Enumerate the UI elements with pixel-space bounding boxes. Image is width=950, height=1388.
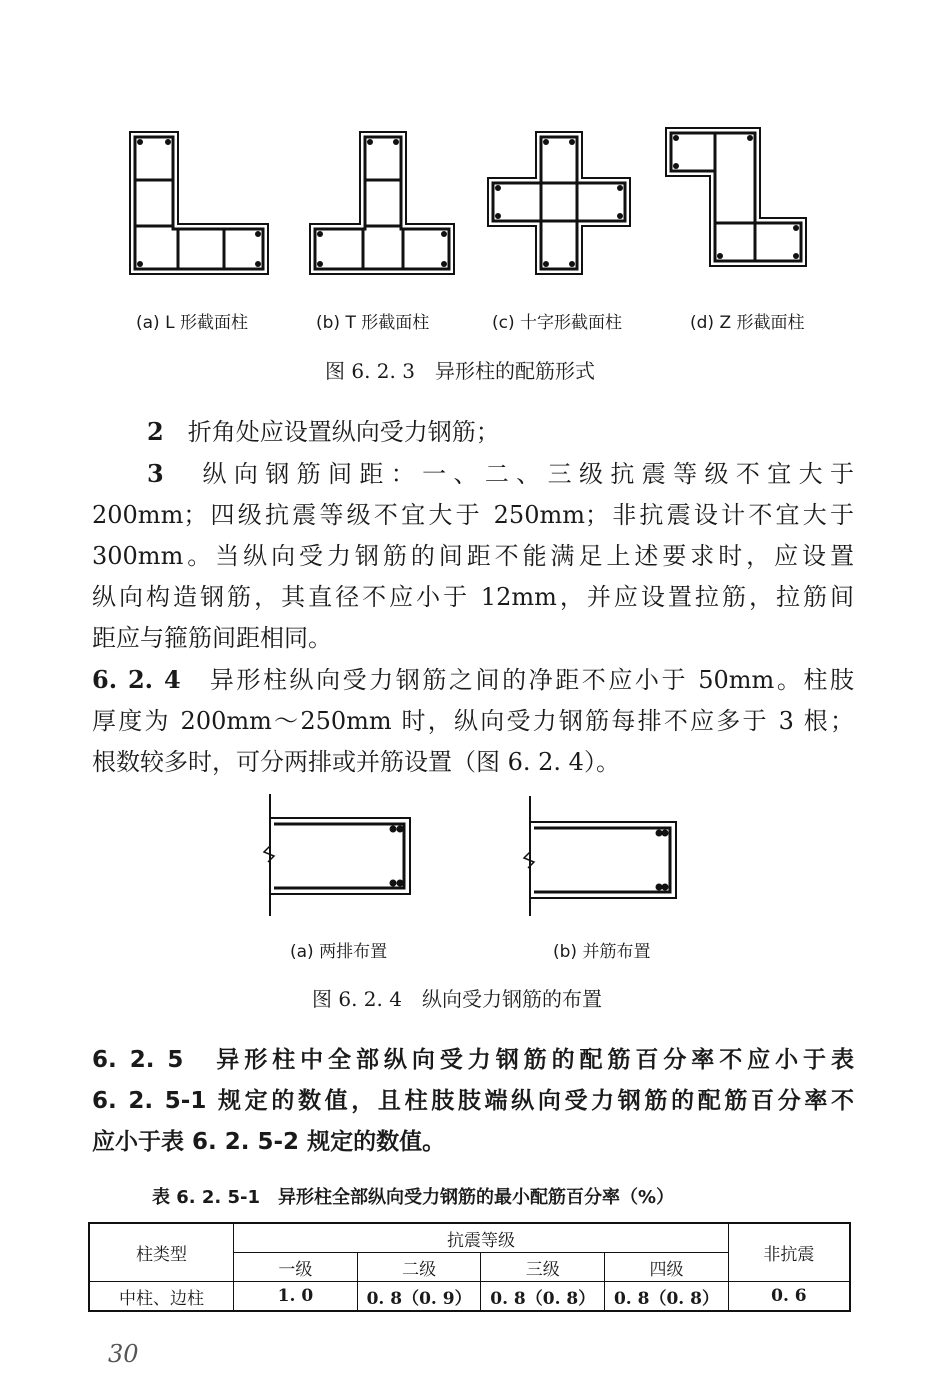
clause-3-line-1: [92, 453, 854, 495]
clause-2-text: 折角处应设置纵向受力钢筋；: [187, 418, 500, 446]
caption-z-section: (d) Z 形截面柱: [690, 313, 805, 333]
clause-3-text-1: 纵向钢筋间距：一、二、三级抗震等级不宜大于: [202, 460, 855, 488]
z-section-column-drawing: [666, 128, 806, 266]
figure-6-2-3-drawing: [120, 120, 840, 290]
section-6-2-4-text-1: 异形柱纵向受力钢筋之间的净距不应小于 50mm。柱肢: [209, 666, 855, 694]
section-6-2-5-line-3: 应小于表 6. 2. 5-2 规定的数值。: [92, 1129, 446, 1155]
table-row: [89, 1282, 850, 1312]
header-grade-1: 一级: [234, 1253, 358, 1282]
caption-cross-section: (c) 十字形截面柱: [492, 313, 623, 333]
header-grade-3: 三级: [481, 1253, 605, 1282]
cell-grade-1: 1. 0: [234, 1282, 358, 1312]
clause-3-line-4: 纵向构造钢筋，其直径不应小于 12mm，并应设置拉筋，拉筋间: [92, 583, 854, 611]
clause-3-line-5: 距应与箍筋间距相同。: [92, 624, 332, 652]
clause-2: [92, 411, 854, 453]
caption-bundled: (b) 并筋布置: [553, 942, 651, 962]
l-section-column-drawing: [130, 132, 268, 274]
page-number: 30: [108, 1340, 139, 1368]
header-grade-2: 二级: [357, 1253, 481, 1282]
table-header-row-1: [89, 1223, 850, 1253]
section-6-2-4-line-2: 厚度为 200mm～250mm 时，纵向受力钢筋每排不应多于 3 根；: [92, 707, 854, 735]
figure-6-2-4-title: 图 6. 2. 4 纵向受力钢筋的布置: [312, 987, 602, 1011]
clause-3-line-2: 200mm；四级抗震等级不宜大于 250mm；非抗震设计不宜大于: [92, 501, 854, 529]
cell-grade-3: 0. 8（0. 8）: [481, 1282, 605, 1312]
clause-2-number: 2: [147, 417, 164, 446]
cell-non-seismic: 0. 6: [728, 1282, 850, 1312]
cell-grade-4: 0. 8（0. 8）: [605, 1282, 729, 1312]
section-6-2-4-number: 6. 2. 4: [92, 665, 181, 694]
section-6-2-4-line-1: [92, 659, 854, 701]
two-row-arrangement-drawing: [264, 794, 410, 916]
header-seismic-grade: 抗震等级: [234, 1223, 729, 1253]
header-non-seismic: 非抗震: [728, 1223, 850, 1282]
bundled-bar-arrangement-drawing: [524, 796, 676, 916]
row-label: 中柱、边柱: [89, 1282, 234, 1312]
header-column-type: 柱类型: [89, 1223, 234, 1282]
header-grade-4: 四级: [605, 1253, 729, 1282]
table-6-2-5-1: [88, 1222, 851, 1312]
clause-3-number: 3: [147, 459, 164, 488]
caption-t-section: (b) T 形截面柱: [316, 313, 430, 333]
section-6-2-4-line-3: 根数较多时，可分两排或并筋设置（图 6. 2. 4）。: [92, 748, 620, 776]
section-6-2-5-line-1: 6. 2. 5 异形柱中全部纵向受力钢筋的配筋百分率不应小于表: [92, 1047, 854, 1073]
figure-6-2-3-title: 图 6. 2. 3 异形柱的配筋形式: [325, 359, 595, 383]
section-6-2-5-line-2: 6. 2. 5-1 规定的数值，且柱肢肢端纵向受力钢筋的配筋百分率不: [92, 1088, 854, 1114]
clause-3-line-3: 300mm。当纵向受力钢筋的间距不能满足上述要求时，应设置: [92, 542, 854, 570]
caption-two-row: (a) 两排布置: [290, 942, 388, 962]
caption-l-section: (a) L 形截面柱: [136, 313, 248, 333]
cross-section-column-drawing: [488, 132, 630, 274]
figure-6-2-4-drawing: [260, 790, 700, 920]
table-6-2-5-1-title: 表 6. 2. 5-1 异形柱全部纵向受力钢筋的最小配筋百分率（%）: [152, 1187, 675, 1208]
section-6-2-5: [92, 1040, 854, 1163]
clause-block: [92, 411, 854, 783]
cell-grade-2: 0. 8（0. 9）: [357, 1282, 481, 1312]
t-section-column-drawing: [310, 132, 454, 274]
